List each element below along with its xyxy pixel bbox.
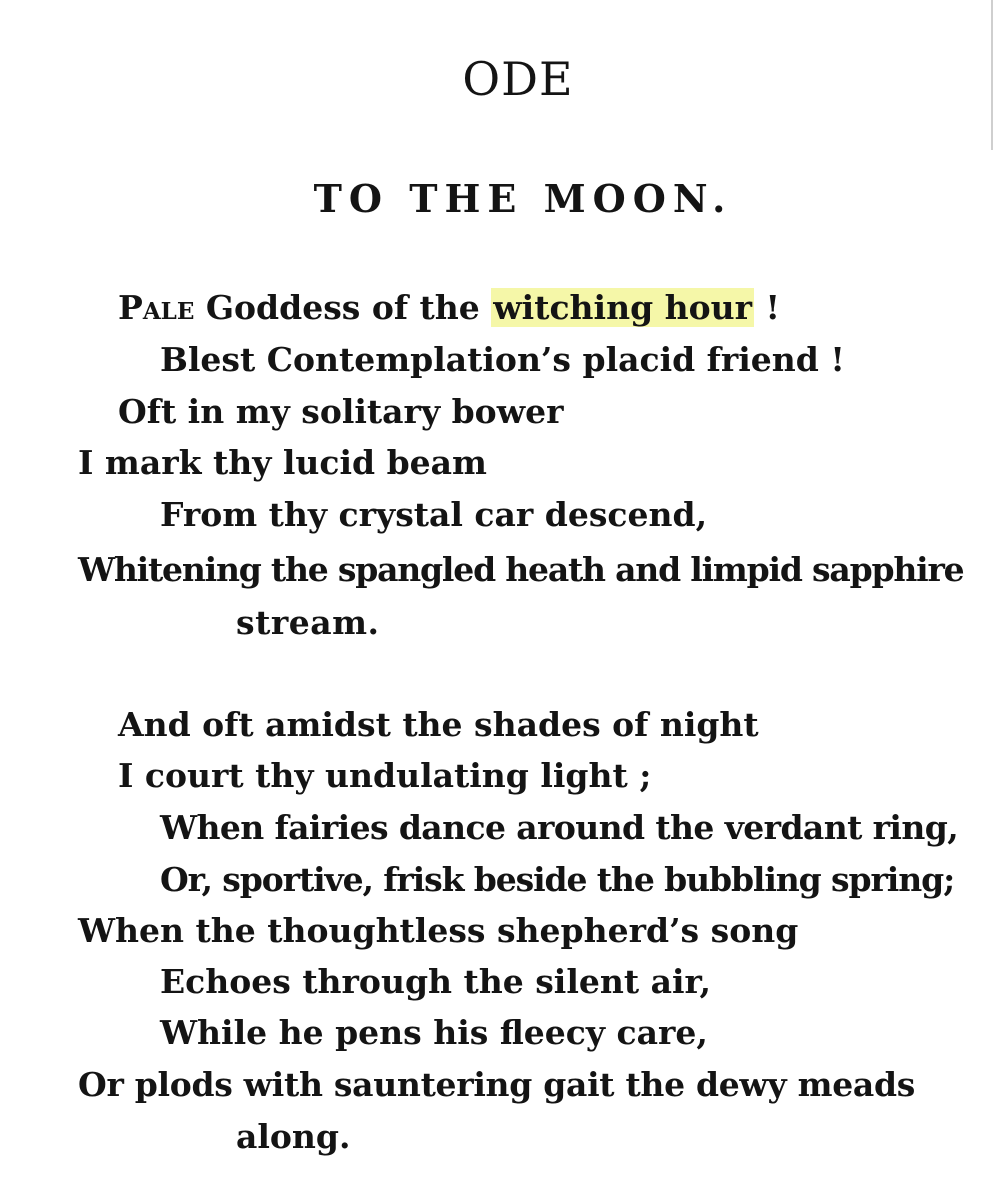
stanza1-line1 [118, 288, 780, 328]
stanza2-line8-continuation: along. [236, 1117, 351, 1156]
stanza2-line8: Or plods with sauntering gait the dewy meads [78, 1065, 916, 1104]
stanza2-line4: Or, sportive, frisk beside the bubbling spring; [160, 860, 955, 899]
stanza2-line1: And oft amidst the shades of night [118, 705, 759, 744]
stanza1-line6-continuation: stream. [236, 603, 380, 642]
poem-subtitle: TO THE MOON. [313, 176, 733, 221]
stanza1-line3: Oft in my solitary bower [118, 392, 564, 431]
stanza1-line2: Blest Contemplation’s placid friend ! [160, 340, 845, 379]
stanza1-line1-first-word: Pale [118, 288, 195, 327]
highlighted-phrase: witching hour [493, 288, 753, 327]
poem-title: ODE [462, 52, 574, 106]
stanza1-line6: Whitening the spangled heath and limpid sapphire [78, 550, 964, 589]
stanza1-line1-text: Goddess of the [194, 288, 492, 327]
stanza1-line1-end: ! [754, 288, 780, 327]
stanza1-line4: I mark thy lucid beam [78, 443, 487, 482]
stanza2-line3: When fairies dance around the verdant ring, [160, 808, 959, 847]
stanza2-line7: While he pens his fleecy care, [160, 1013, 708, 1052]
stanza2-line5: When the thoughtless shepherd’s song [78, 911, 799, 950]
stanza2-line2: I court thy undulating light ; [118, 756, 652, 795]
stanza1-line5: From thy crystal car descend, [160, 495, 708, 534]
stanza2-line6: Echoes through the silent air, [160, 962, 711, 1001]
